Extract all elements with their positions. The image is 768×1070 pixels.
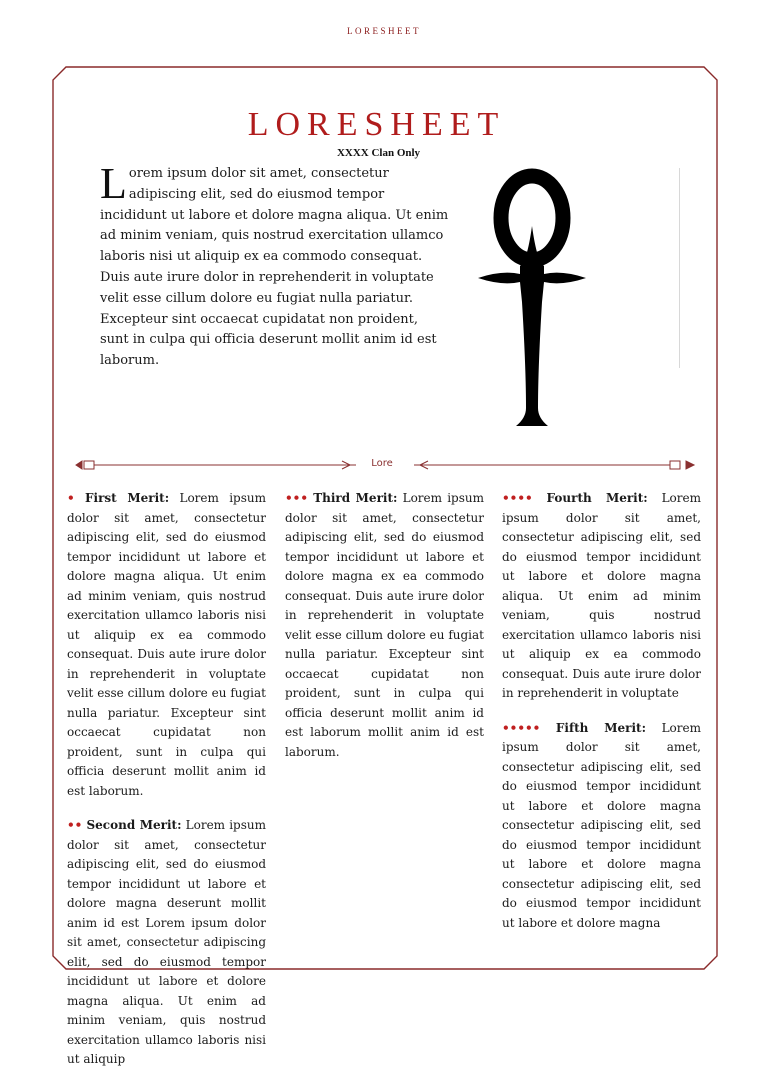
merit-second: •• Second Merit: Lorem ipsum dolor sit amet, consectetur adipiscing elit, sed do eiusmod tempor incididunt ut labore et dolore magna deserunt mollit anim id est Lorem ipsum dolor sit amet, consectetur adipiscing elit, sed do eiusmod tempor incididunt ut labore et dolore magna aliqua. Ut enim ad minim veniam, quis nostrud exercitation ullamco laboris nisi ut aliquip [67,818,266,1066]
intro-paragraph [100,159,450,372]
merit-name: Fourth Merit [546,491,644,505]
merits-column-3 [502,489,701,933]
merit-text: Lorem ipsum dolor sit amet, consectetur adipiscing elit, sed do eiusmod tempor incididunt ut labore et dolore magna consectetur adipiscing elit, sed do eiusmod tempor incididunt ut labore et dolore magna consectetur adipiscing elit, sed do eiusmod tempor incididunt ut labore et dolore magna [502,720,701,930]
merit-text: Lorem ipsum dolor sit amet, consectetur adipiscing elit, sed do eiusmod tempor incididunt ut labore et dolore magna aliqua. Ut enim ad minim veniam, quis nostrud exercitation ullamco laboris nisi ut aliquip ex ea commodo consequat. Duis aute irure dolor in reprehenderit in voluptate velit esse cillum dolore eu fugiat nulla pariatur. Excepteur sint occaecat cupidatat non proident, sunt in culpa qui officia deserunt mollit anim id est laborum. [67,491,266,798]
drop-cap: L [100,159,127,208]
merit-text: Lorem ipsum dolor sit amet, consectetur adipiscing elit, sed do eiusmod tempor incididunt ut labore et dolore magna deserunt mollit anim id est Lorem ipsum dolor sit amet, consectetur adipiscing elit, sed do eiusmod tempor incididunt ut labore et dolore magna aliqua. Ut enim ad minim veniam, quis nostrud exercitation ullamco laboris nisi ut aliquip [67,818,266,1066]
merit-text: Lorem ipsum dolor sit amet, consectetur adipiscing elit, sed do eiusmod tempor incididunt ut labore et dolore magna ex ea commodo consequat. Duis aute irure dolor in reprehenderit in voluptate velit esse cillum dolore eu fugiat nulla pariatur. Excepteur sint occaecat cupidatat non proident, sunt in culpa qui officia deserunt mollit anim id est laborum mollit anim id est laborum. [285,491,484,759]
merit-third: ••• Third Merit: Lorem ipsum dolor sit amet, consectetur adipiscing elit, sed do eiusmod tempor incididunt ut labore et dolore magna ex ea commodo consequat. Duis aute irure dolor in reprehenderit in voluptate velit esse cillum dolore eu fugiat nulla pariatur. Excepteur sint occaecat cupidatat non proident, sunt in culpa qui officia deserunt mollit anim id est laborum mollit anim id est laborum. [285,491,484,759]
ankh-icon [472,168,592,430]
clan-restriction: XXXX Clan Only [336,147,421,159]
merits-column-2 [285,489,484,762]
page-title: LORESHEET [247,106,506,143]
merit-dots: •• [67,818,83,832]
merit-name: Fifth Merit [555,720,642,735]
merit-fifth: ••••• Fifth Merit: Lorem ipsum dolor sit amet, consectetur adipiscing elit, sed do eiusmod tempor incididunt ut labore et dolore magna consectetur adipiscing elit, sed do eiusmod tempor incididunt ut labore et dolore magna consectetur adipiscing elit, sed do eiusmod tempor incididunt ut labore et dolore magna [502,720,701,930]
merit-fourth: •••• Fourth Merit: Lorem ipsum dolor sit amet, consectetur adipiscing elit, sed do eiusmod tempor incididunt ut labore et dolore magna aliqua. Ut enim ad minim veniam, quis nostrud exercitation ullamco laboris nisi ut aliquip ex ea commodo consequat. Duis aute irure dolor in reprehenderit in voluptate [502,491,701,700]
merit-dots: •••• [502,491,533,505]
merits-column-1 [67,489,266,1070]
merit-name: First Merit [85,491,165,505]
merit-text: Lorem ipsum dolor sit amet, consectetur adipiscing elit, sed do eiusmod tempor incididunt ut labore et dolore magna aliqua. Ut enim ad minim veniam, quis nostrud exercitation ullamco laboris nisi ut aliquip ex ea commodo consequat. Duis aute irure dolor in reprehenderit in voluptate [502,491,701,700]
intro-text: orem ipsum dolor sit amet, consectetur adipiscing elit, sed do eiusmod tempor incididunt ut labore et dolore magna aliqua. Ut enim ad minim veniam, quis nostrud exercitation ullamco laboris nisi ut aliquip ex ea commodo consequat. Duis aute irure dolor in reprehenderit in voluptate velit esse cillum dolore eu fugiat nulla pariatur. Excepteur sint occaecat cupidatat non proident, sunt in culpa qui officia deserunt mollit anim id est laborum. [100,166,449,369]
divider-label: Lore [371,458,393,469]
merit-dots: ••• [285,491,309,505]
merit-dots: ••••• [502,720,541,735]
merit-first: • First Merit: Lorem ipsum dolor sit amet, consectetur adipiscing elit, sed do eiusmod tempor incididunt ut labore et dolore magna aliqua. Ut enim ad minim veniam, quis nostrud exercitation ullamco laboris nisi ut aliquip ex ea commodo consequat. Duis aute irure dolor in reprehenderit in voluptate velit esse cillum dolore eu fugiat nulla pariatur. Excepteur sint occaecat cupidatat non proident, sunt in culpa qui officia deserunt mollit anim id est laborum. [67,491,266,798]
merit-name: Third Merit [313,491,393,505]
running-header: LORESHEET [347,26,421,36]
side-rule [679,168,680,368]
merit-name: Second Merit [86,818,178,832]
merit-dots: • [67,491,75,505]
